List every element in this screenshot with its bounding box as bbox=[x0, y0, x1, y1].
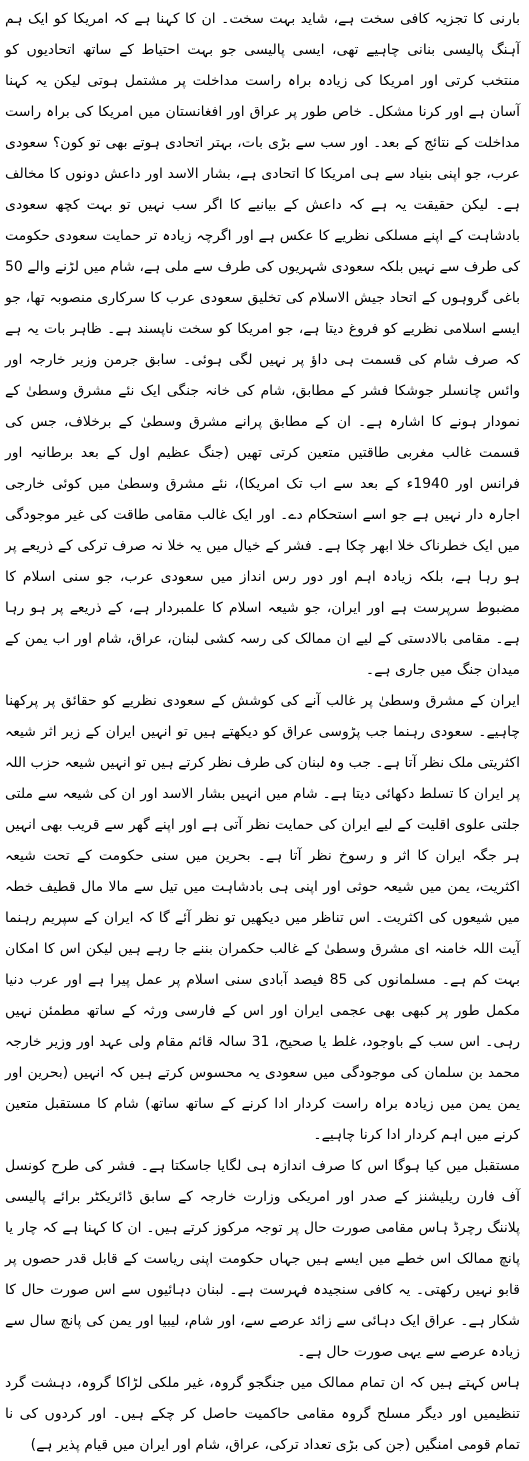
article-paragraph-2: ایران کے مشرق وسطیٰ پر غالب آنے کی کوشش کے سعودی نظریے کو حقائق پر پرکھنا چاہیے۔ سعودی رہنما جب پڑوسی عراق کو دیکھتے ہیں تو انہیں ایران کے زیر اثر شیعہ اکثریتی ملک نظر آتا ہے۔ جب وہ لبنان کی طرف نظر کرتے ہیں تو انہیں شیعہ حزب اللہ پر ایران کا تسلط دکھائی دیتا ہے۔ شام میں انہیں بشار الاسد اور ان کی شیعہ سے ملتی جلتی علوی اقلیت کے لیے ایران کی حمایت نظر آتی ہے اور اپنے گھر سے قریب بھی انہیں ہر جگہ ایران کا اثر و رسوخ نظر آتا ہے۔ بحرین میں سنی حکومت کے تحت شیعہ اکثریت، یمن میں شیعہ حوثی اور اپنی ہی بادشاہت میں تیل سے مالا مال قطیف خطہ میں شیعوں کی اکثریت۔ اس تناظر میں دیکھیں تو نظر آئے گا کہ ایران کے سپریم رہنما آیت اللہ خامنہ ای مشرق وسطیٰ کے غالب حکمران بننے جا رہے ہیں لیکن اس کا امکان بہت کم ہے۔ مسلمانوں کی 85 فیصد آبادی سنی اسلام پر عمل پیرا ہے اور عرب دنیا مکمل طور پر کبھی بھی عجمی ایران اور اس کے فارسی ورثہ کے ساتھ مطمئن نہیں رہی۔ اس سب کے باوجود، غلط یا صحیح، 31 سالہ قائم مقام ولی عہد اور وزیر خارجہ محمد بن سلمان کی موجودگی میں سعودی یہ محسوس کرتے ہیں کہ انہیں (بحرین اور یمن یمن میں زیادہ براہ راست کردار ادا کرنے کے ساتھ ساتھ) شام کا مستقبل متعین کرنے میں اہم کردار ادا کرنا چاہیے۔ bbox=[5, 693, 520, 1143]
article-paragraph-1: بارنی کا تجزیہ کافی سخت ہے، شاید بہت سخت۔ ان کا کہنا ہے کہ امریکا کو ایک ہم آہنگ پالیسی بنانی چاہیے تھی، ایسی پالیسی جو بہت احتیاط کے ساتھ اتحادیوں کو منتخب کرتی اور امریکا کی زیادہ براہ راست مداخلت پر مشتمل ہوتی لیکن یہ کہنا آسان ہے اور کرنا مشکل۔ خاص طور پر عراق اور افغانستان میں امریکا کی براہ راست مداخلت کے نتائج کے بعد۔ اور سب سے بڑی بات، بہتر اتحادی ہوتے بھی تو کون؟ سعودی عرب، جو اپنی بنیاد سے ہی امریکا کا اتحادی ہے، بشار الاسد اور داعش دونوں کا مخالف ہے۔ لیکن حقیقت یہ ہے کہ داعش کے بیانیے کا اگر سب نہیں تو بہت کچھ سعودی بادشاہت کے اپنے مسلکی نظریے کا عکس ہے اور اگرچہ زیادہ تر حمایت سعودی حکومت کی طرف سے نہیں بلکہ سعودی شہریوں کی طرف سے ملی ہے، شام میں لڑنے والے 50 باغی گروہوں کے اتحاد جیش الاسلام کی تخلیق سعودی عرب کا سرکاری منصوبہ تھا، جو ایسے اسلامی نظریے کو فروغ دیتا ہے، جو امریکا کو سخت ناپسند ہے۔ ظاہر بات یہ ہے کہ صرف شام کی قسمت ہی داؤ پر نہیں لگی ہوئی۔ سابق جرمن وزیر خارجہ اور وائس چانسلر جوشکا فشر کے مطابق، شام کی خانہ جنگی ایک نئے مشرق وسطیٰ کے نمودار ہونے کا اشارہ ہے۔ ان کے مطابق پرانے مشرق وسطیٰ کے برخلاف، جس کی قسمت غالب مغربی طاقتیں متعین کرتی تھیں (جنگ عظیم اول کے بعد برطانیہ اور فرانس اور 1940ء کے بعد سے اب تک امریکا)، نئے مشرق وسطیٰ میں کوئی خارجی اجارہ دار نہیں ہے جو اسے استحکام دے۔ اور ایک غالب مقامی طاقت کی غیر موجودگی میں ایک خطرناک خلا ابھر چکا ہے۔ فشر کے خیال میں یہ خلا نہ صرف ترکی کے ذریعے پر ہو رہا ہے، بلکہ زیادہ اہم اور دور رس انداز میں سعودی عرب، جو سنی اسلام کا مضبوط سرپرست ہے اور ایران، جو شیعہ اسلام کا علمبردار ہے، کے ذریعے پر ہو رہا ہے۔ مقامی بالادستی کے لیے ان ممالک کی رسہ کشی لبنان، عراق، شام اور اب یمن کے میدان جنگ میں جاری ہے۔ bbox=[5, 11, 520, 678]
article-paragraph-4: ہاس کہتے ہیں کہ ان تمام ممالک میں جنگجو گروہ، غیر ملکی لڑاکا گروہ، دہشت گرد تنظیمیں اور دیگر مسلح گروہ مقامی حاکمیت حاصل کر چکے ہیں۔ اور کردوں کی نا تمام قومی امنگیں (جن کی بڑی تعداد ترکی، عراق، شام اور ایران میں قیام پذیر ہے) bbox=[5, 1375, 520, 1453]
article-paragraph-3: مستقبل میں کیا ہوگا اس کا صرف اندازہ ہی لگایا جاسکتا ہے۔ فشر کی طرح کونسل آف فارن ریلیشنز کے صدر اور امریکی وزارت خارجہ کے سابق ڈائریکٹر برائے پالیسی پلاننگ رچرڈ ہاس مقامی صورت حال پر توجہ مرکوز کرتے ہیں۔ ان کا کہنا ہے کہ چار یا پانچ ممالک اس خطے میں ایسے ہیں جہاں حکومت اپنی ریاست کے قابل قدر حصوں پر قابو نہیں رکھتی۔ یہ کافی سنجیدہ فہرست ہے۔ لبنان دہائیوں سے اس صورت حال کا شکار ہے۔ عراق ایک دہائی سے زائد عرصے سے، اور شام، لیبیا اور یمن کی پانچ سال سے زیادہ عرصے سے یہی صورت حال ہے۔ bbox=[5, 1158, 520, 1360]
